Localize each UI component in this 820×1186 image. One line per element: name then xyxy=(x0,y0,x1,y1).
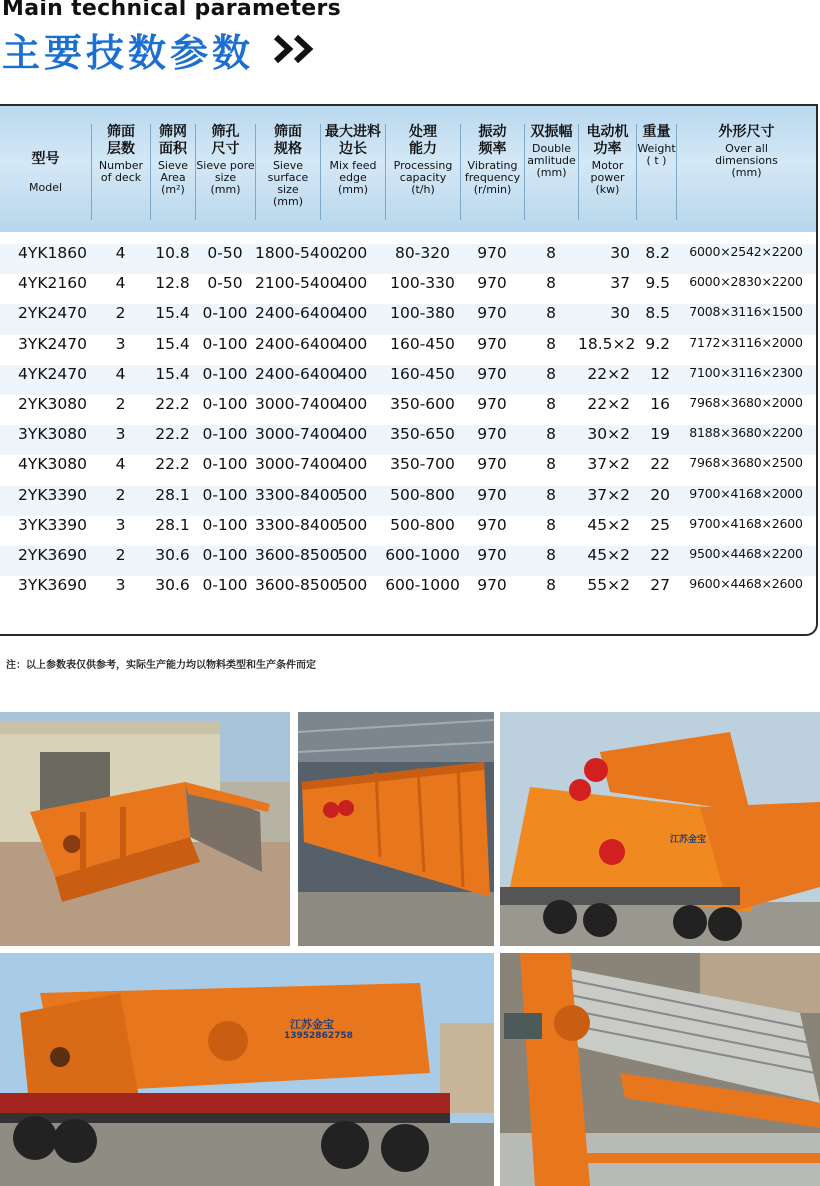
cell-motor-power: 22×2 xyxy=(587,394,630,413)
cell-mix-feed-edge: 400 xyxy=(337,425,368,444)
cell-sieve-surface-size: 3000-7400 xyxy=(255,394,340,413)
cell-sieve-area: 22.2 xyxy=(155,425,190,444)
cell-sieve-surface-size: 2100-5400 xyxy=(255,274,340,293)
header-label-en: Sieve surface size (mm) xyxy=(267,159,309,208)
cell-motor-power: 30×2 xyxy=(587,425,630,444)
cell-vibrating-frequency: 970 xyxy=(477,274,507,293)
cell-overall-dimensions: 7008×3116×1500 xyxy=(689,304,803,320)
cell-weight: 22 xyxy=(650,455,670,474)
cell-model: 2YK2470 xyxy=(18,304,87,323)
cell-motor-power: 22×2 xyxy=(587,364,630,383)
cell-motor-power: 45×2 xyxy=(587,545,630,564)
cell-sieve-pore-size: 0-100 xyxy=(202,304,248,323)
cell-sieve-pore-size: 0-100 xyxy=(202,576,248,595)
cell-sieve-pore-size: 0-100 xyxy=(202,545,248,564)
cell-motor-power: 30 xyxy=(610,244,630,262)
cell-number-of-deck: 4 xyxy=(115,274,126,293)
table-row xyxy=(0,335,816,365)
cell-double-amplitude: 8 xyxy=(546,304,556,323)
cell-vibrating-frequency: 970 xyxy=(477,576,507,595)
cell-weight: 16 xyxy=(650,394,670,413)
table-row xyxy=(0,365,816,395)
header-label-cn: 电动机 功率 xyxy=(586,124,629,157)
cell-weight: 27 xyxy=(650,576,670,595)
cell-sieve-surface-size: 2400-6400 xyxy=(255,304,340,323)
cell-number-of-deck: 3 xyxy=(115,576,126,595)
cell-mix-feed-edge: 500 xyxy=(337,485,368,504)
cell-processing-capacity: 160-450 xyxy=(390,334,455,353)
photo-vibrating-screen-workshop xyxy=(298,712,494,946)
cell-processing-capacity: 350-650 xyxy=(390,425,455,444)
cell-sieve-surface-size: 3000-7400 xyxy=(255,455,340,474)
cell-weight: 9.2 xyxy=(645,334,670,353)
cell-motor-power: 55×2 xyxy=(587,576,630,595)
cell-overall-dimensions: 6000×2542×2200 xyxy=(689,244,803,259)
cell-double-amplitude: 8 xyxy=(546,576,556,595)
cell-sieve-area: 22.2 xyxy=(155,394,190,413)
table-row xyxy=(0,425,816,455)
cell-double-amplitude: 8 xyxy=(546,425,556,444)
cell-double-amplitude: 8 xyxy=(546,545,556,564)
cell-number-of-deck: 2 xyxy=(115,394,126,413)
cell-sieve-pore-size: 0-100 xyxy=(202,425,248,444)
header-label-en: Double amlitude (mm) xyxy=(527,142,576,179)
cell-model: 4YK2160 xyxy=(18,274,87,293)
cell-mix-feed-edge: 400 xyxy=(337,394,368,413)
cell-weight: 9.5 xyxy=(645,274,670,293)
table-row xyxy=(0,304,816,334)
cell-processing-capacity: 80-320 xyxy=(395,244,450,262)
cell-mix-feed-edge: 400 xyxy=(337,364,368,383)
cell-sieve-surface-size: 2400-6400 xyxy=(255,364,340,383)
cell-double-amplitude: 8 xyxy=(546,455,556,474)
cell-processing-capacity: 100-330 xyxy=(390,274,455,293)
header-label-en: Processing capacity (t/h) xyxy=(393,159,453,196)
cell-model: 4YK2470 xyxy=(18,364,87,383)
cell-overall-dimensions: 7968×3680×2000 xyxy=(689,394,803,410)
table-row xyxy=(0,274,816,304)
cell-motor-power: 18.5×2 xyxy=(578,334,636,353)
cell-model: 3YK3080 xyxy=(18,425,87,444)
header-weight xyxy=(636,124,676,220)
header-label-cn: 重量 xyxy=(642,124,671,140)
cell-sieve-area: 30.6 xyxy=(155,545,190,564)
cell-motor-power: 37×2 xyxy=(587,485,630,504)
cell-model: 3YK2470 xyxy=(18,334,87,353)
cell-mix-feed-edge: 500 xyxy=(337,576,368,595)
cell-overall-dimensions: 8188×3680×2200 xyxy=(689,425,803,441)
cell-double-amplitude: 8 xyxy=(546,244,556,262)
cell-model: 4YK3080 xyxy=(18,455,87,474)
cell-weight: 22 xyxy=(650,545,670,564)
cell-double-amplitude: 8 xyxy=(546,334,556,353)
header-sieve-pore-size xyxy=(195,124,255,220)
photo-vibrating-screen-on-truck xyxy=(500,712,820,946)
cell-sieve-area: 12.8 xyxy=(155,274,190,293)
cell-sieve-pore-size: 0-100 xyxy=(202,455,248,474)
cell-motor-power: 30 xyxy=(610,304,630,323)
page-title-en: Main technical parameters xyxy=(2,0,342,21)
cell-number-of-deck: 3 xyxy=(115,425,126,444)
cell-vibrating-frequency: 970 xyxy=(477,394,507,413)
cell-overall-dimensions: 7968×3680×2500 xyxy=(689,455,803,471)
header-label-cn: 最大进料 边长 xyxy=(325,124,381,157)
cell-model: 2YK3690 xyxy=(18,545,87,564)
cell-processing-capacity: 350-600 xyxy=(390,394,455,413)
cell-overall-dimensions: 6000×2830×2200 xyxy=(689,274,803,290)
cell-double-amplitude: 8 xyxy=(546,274,556,293)
cell-processing-capacity: 160-450 xyxy=(390,364,455,383)
cell-sieve-area: 28.1 xyxy=(155,515,190,534)
cell-overall-dimensions: 9600×4468×2600 xyxy=(689,576,803,592)
cell-vibrating-frequency: 970 xyxy=(477,425,507,444)
header-label-en: Sieve pore size (mm) xyxy=(196,159,255,196)
cell-sieve-surface-size: 3300-8400 xyxy=(255,485,340,504)
table-row xyxy=(0,455,816,485)
header-motor-power xyxy=(578,124,636,220)
cell-overall-dimensions: 7172×3116×2000 xyxy=(689,334,803,350)
cell-weight: 12 xyxy=(650,364,670,383)
cell-sieve-area: 30.6 xyxy=(155,576,190,595)
cell-mix-feed-edge: 400 xyxy=(337,304,368,323)
table-header xyxy=(0,106,816,232)
header-label-en: Vibrating frequency (r/min) xyxy=(464,159,521,196)
header-double-amplitude xyxy=(524,124,578,220)
header-label-cn: 双振幅 xyxy=(530,124,573,140)
photo-vibrating-screen-closeup xyxy=(500,953,820,1186)
table-row xyxy=(0,486,816,516)
cell-processing-capacity: 500-800 xyxy=(390,515,455,534)
cell-vibrating-frequency: 970 xyxy=(477,545,507,564)
table-row xyxy=(0,516,816,546)
cell-sieve-pore-size: 0-50 xyxy=(207,274,243,293)
cell-overall-dimensions: 7100×3116×2300 xyxy=(689,364,803,380)
brand-label: 江苏金宝 xyxy=(670,835,707,845)
cell-sieve-surface-size: 1800-5400 xyxy=(255,244,340,262)
cell-sieve-pore-size: 0-100 xyxy=(202,334,248,353)
header-label-cn: 筛网 面积 xyxy=(159,124,187,157)
table-row xyxy=(0,395,816,425)
cell-weight: 20 xyxy=(650,485,670,504)
parameters-table xyxy=(0,104,818,636)
header-label-en: Mix feed edge (mm) xyxy=(329,159,377,196)
header-label-en: Motor power (kw) xyxy=(590,159,625,196)
cell-vibrating-frequency: 970 xyxy=(477,515,507,534)
phone-label: 13952862758 xyxy=(284,1031,353,1041)
photo-vibrating-screen-on-trailer xyxy=(0,953,494,1186)
header-processing-capacity xyxy=(385,124,460,220)
header-label-en: Weight ( t ) xyxy=(637,142,676,167)
cell-model: 3YK3390 xyxy=(18,515,87,534)
cell-vibrating-frequency: 970 xyxy=(477,485,507,504)
header-label-en: Model xyxy=(28,180,63,194)
cell-motor-power: 45×2 xyxy=(587,515,630,534)
cell-sieve-pore-size: 0-100 xyxy=(202,485,248,504)
cell-vibrating-frequency: 970 xyxy=(477,364,507,383)
double-chevron-right-icon xyxy=(272,34,318,64)
cell-overall-dimensions: 9700×4168×2000 xyxy=(689,485,803,501)
cell-vibrating-frequency: 970 xyxy=(477,244,507,262)
header-sieve-area xyxy=(150,124,195,220)
cell-mix-feed-edge: 500 xyxy=(337,515,368,534)
cell-sieve-surface-size: 2400-6400 xyxy=(255,334,340,353)
cell-model: 4YK1860 xyxy=(18,244,87,262)
cell-sieve-area: 22.2 xyxy=(155,455,190,474)
cell-mix-feed-edge: 400 xyxy=(337,334,368,353)
header-model xyxy=(0,124,91,220)
cell-number-of-deck: 3 xyxy=(115,515,126,534)
cell-double-amplitude: 8 xyxy=(546,364,556,383)
brand-label: 江苏金宝 xyxy=(290,1018,334,1031)
cell-sieve-area: 15.4 xyxy=(155,304,190,323)
cell-mix-feed-edge: 200 xyxy=(337,244,368,262)
cell-weight: 8.5 xyxy=(645,304,670,323)
cell-sieve-surface-size: 3600-8500 xyxy=(255,576,340,595)
cell-motor-power: 37×2 xyxy=(587,455,630,474)
header-label-en: Number of deck xyxy=(98,159,144,184)
header-overall-dimensions xyxy=(676,124,816,220)
header-vibrating-frequency xyxy=(460,124,524,220)
cell-model: 2YK3080 xyxy=(18,394,87,413)
cell-processing-capacity: 350-700 xyxy=(390,455,455,474)
cell-sieve-area: 15.4 xyxy=(155,334,190,353)
table-body xyxy=(0,244,816,606)
header-mix-feed-edge xyxy=(320,124,385,220)
table-row xyxy=(0,576,816,606)
cell-sieve-pore-size: 0-50 xyxy=(207,244,243,262)
header-label-cn: 外形尺寸 xyxy=(718,124,775,140)
cell-processing-capacity: 100-380 xyxy=(390,304,455,323)
header-label-en: Sieve Area (m²) xyxy=(157,159,189,196)
header-label-en: Over all dimensions (mm) xyxy=(715,142,778,179)
cell-weight: 25 xyxy=(650,515,670,534)
cell-sieve-surface-size: 3300-8400 xyxy=(255,515,340,534)
header-label-cn: 处理 能力 xyxy=(409,124,437,157)
page-title-cn: 主要技数参数 xyxy=(2,31,255,75)
cell-sieve-area: 15.4 xyxy=(155,364,190,383)
cell-motor-power: 37 xyxy=(610,274,630,293)
header-label-cn: 筛面 层数 xyxy=(107,124,135,157)
cell-sieve-area: 28.1 xyxy=(155,485,190,504)
cell-vibrating-frequency: 970 xyxy=(477,334,507,353)
cell-model: 3YK3690 xyxy=(18,576,87,595)
cell-processing-capacity: 500-800 xyxy=(390,485,455,504)
header-sieve-surface-size xyxy=(255,124,320,220)
cell-sieve-surface-size: 3000-7400 xyxy=(255,425,340,444)
table-row xyxy=(0,244,816,274)
cell-overall-dimensions: 9500×4468×2200 xyxy=(689,545,803,561)
cell-sieve-area: 10.8 xyxy=(155,244,190,262)
photo-vibrating-screen-warehouse xyxy=(0,712,290,946)
cell-mix-feed-edge: 400 xyxy=(337,274,368,293)
cell-double-amplitude: 8 xyxy=(546,485,556,504)
cell-sieve-pore-size: 0-100 xyxy=(202,515,248,534)
table-row xyxy=(0,546,816,576)
cell-vibrating-frequency: 970 xyxy=(477,304,507,323)
cell-sieve-pore-size: 0-100 xyxy=(202,364,248,383)
footnote: 注：以上参数表仅供参考，实际生产能力均以物料类型和生产条件而定 xyxy=(6,660,316,671)
cell-sieve-surface-size: 3600-8500 xyxy=(255,545,340,564)
cell-mix-feed-edge: 400 xyxy=(337,455,368,474)
cell-sieve-pore-size: 0-100 xyxy=(202,394,248,413)
header-label-cn: 筛面 规格 xyxy=(274,124,302,157)
header-label-cn: 型号 xyxy=(31,150,60,167)
header-label-cn: 筛孔 尺寸 xyxy=(211,124,240,157)
cell-number-of-deck: 4 xyxy=(115,244,126,262)
header-label-cn: 振动 频率 xyxy=(478,124,507,157)
cell-model: 2YK3390 xyxy=(18,485,87,504)
cell-mix-feed-edge: 500 xyxy=(337,545,368,564)
cell-overall-dimensions: 9700×4168×2600 xyxy=(689,515,803,531)
cell-processing-capacity: 600-1000 xyxy=(385,545,460,564)
cell-number-of-deck: 3 xyxy=(115,334,126,353)
cell-weight: 19 xyxy=(650,425,670,444)
header-number-of-deck xyxy=(91,124,150,220)
cell-number-of-deck: 2 xyxy=(115,304,126,323)
cell-number-of-deck: 2 xyxy=(115,545,126,564)
cell-vibrating-frequency: 970 xyxy=(477,455,507,474)
cell-double-amplitude: 8 xyxy=(546,394,556,413)
cell-number-of-deck: 4 xyxy=(115,364,126,383)
cell-double-amplitude: 8 xyxy=(546,515,556,534)
cell-processing-capacity: 600-1000 xyxy=(385,576,460,595)
cell-number-of-deck: 4 xyxy=(115,455,126,474)
cell-weight: 8.2 xyxy=(645,244,670,262)
cell-number-of-deck: 2 xyxy=(115,485,126,504)
